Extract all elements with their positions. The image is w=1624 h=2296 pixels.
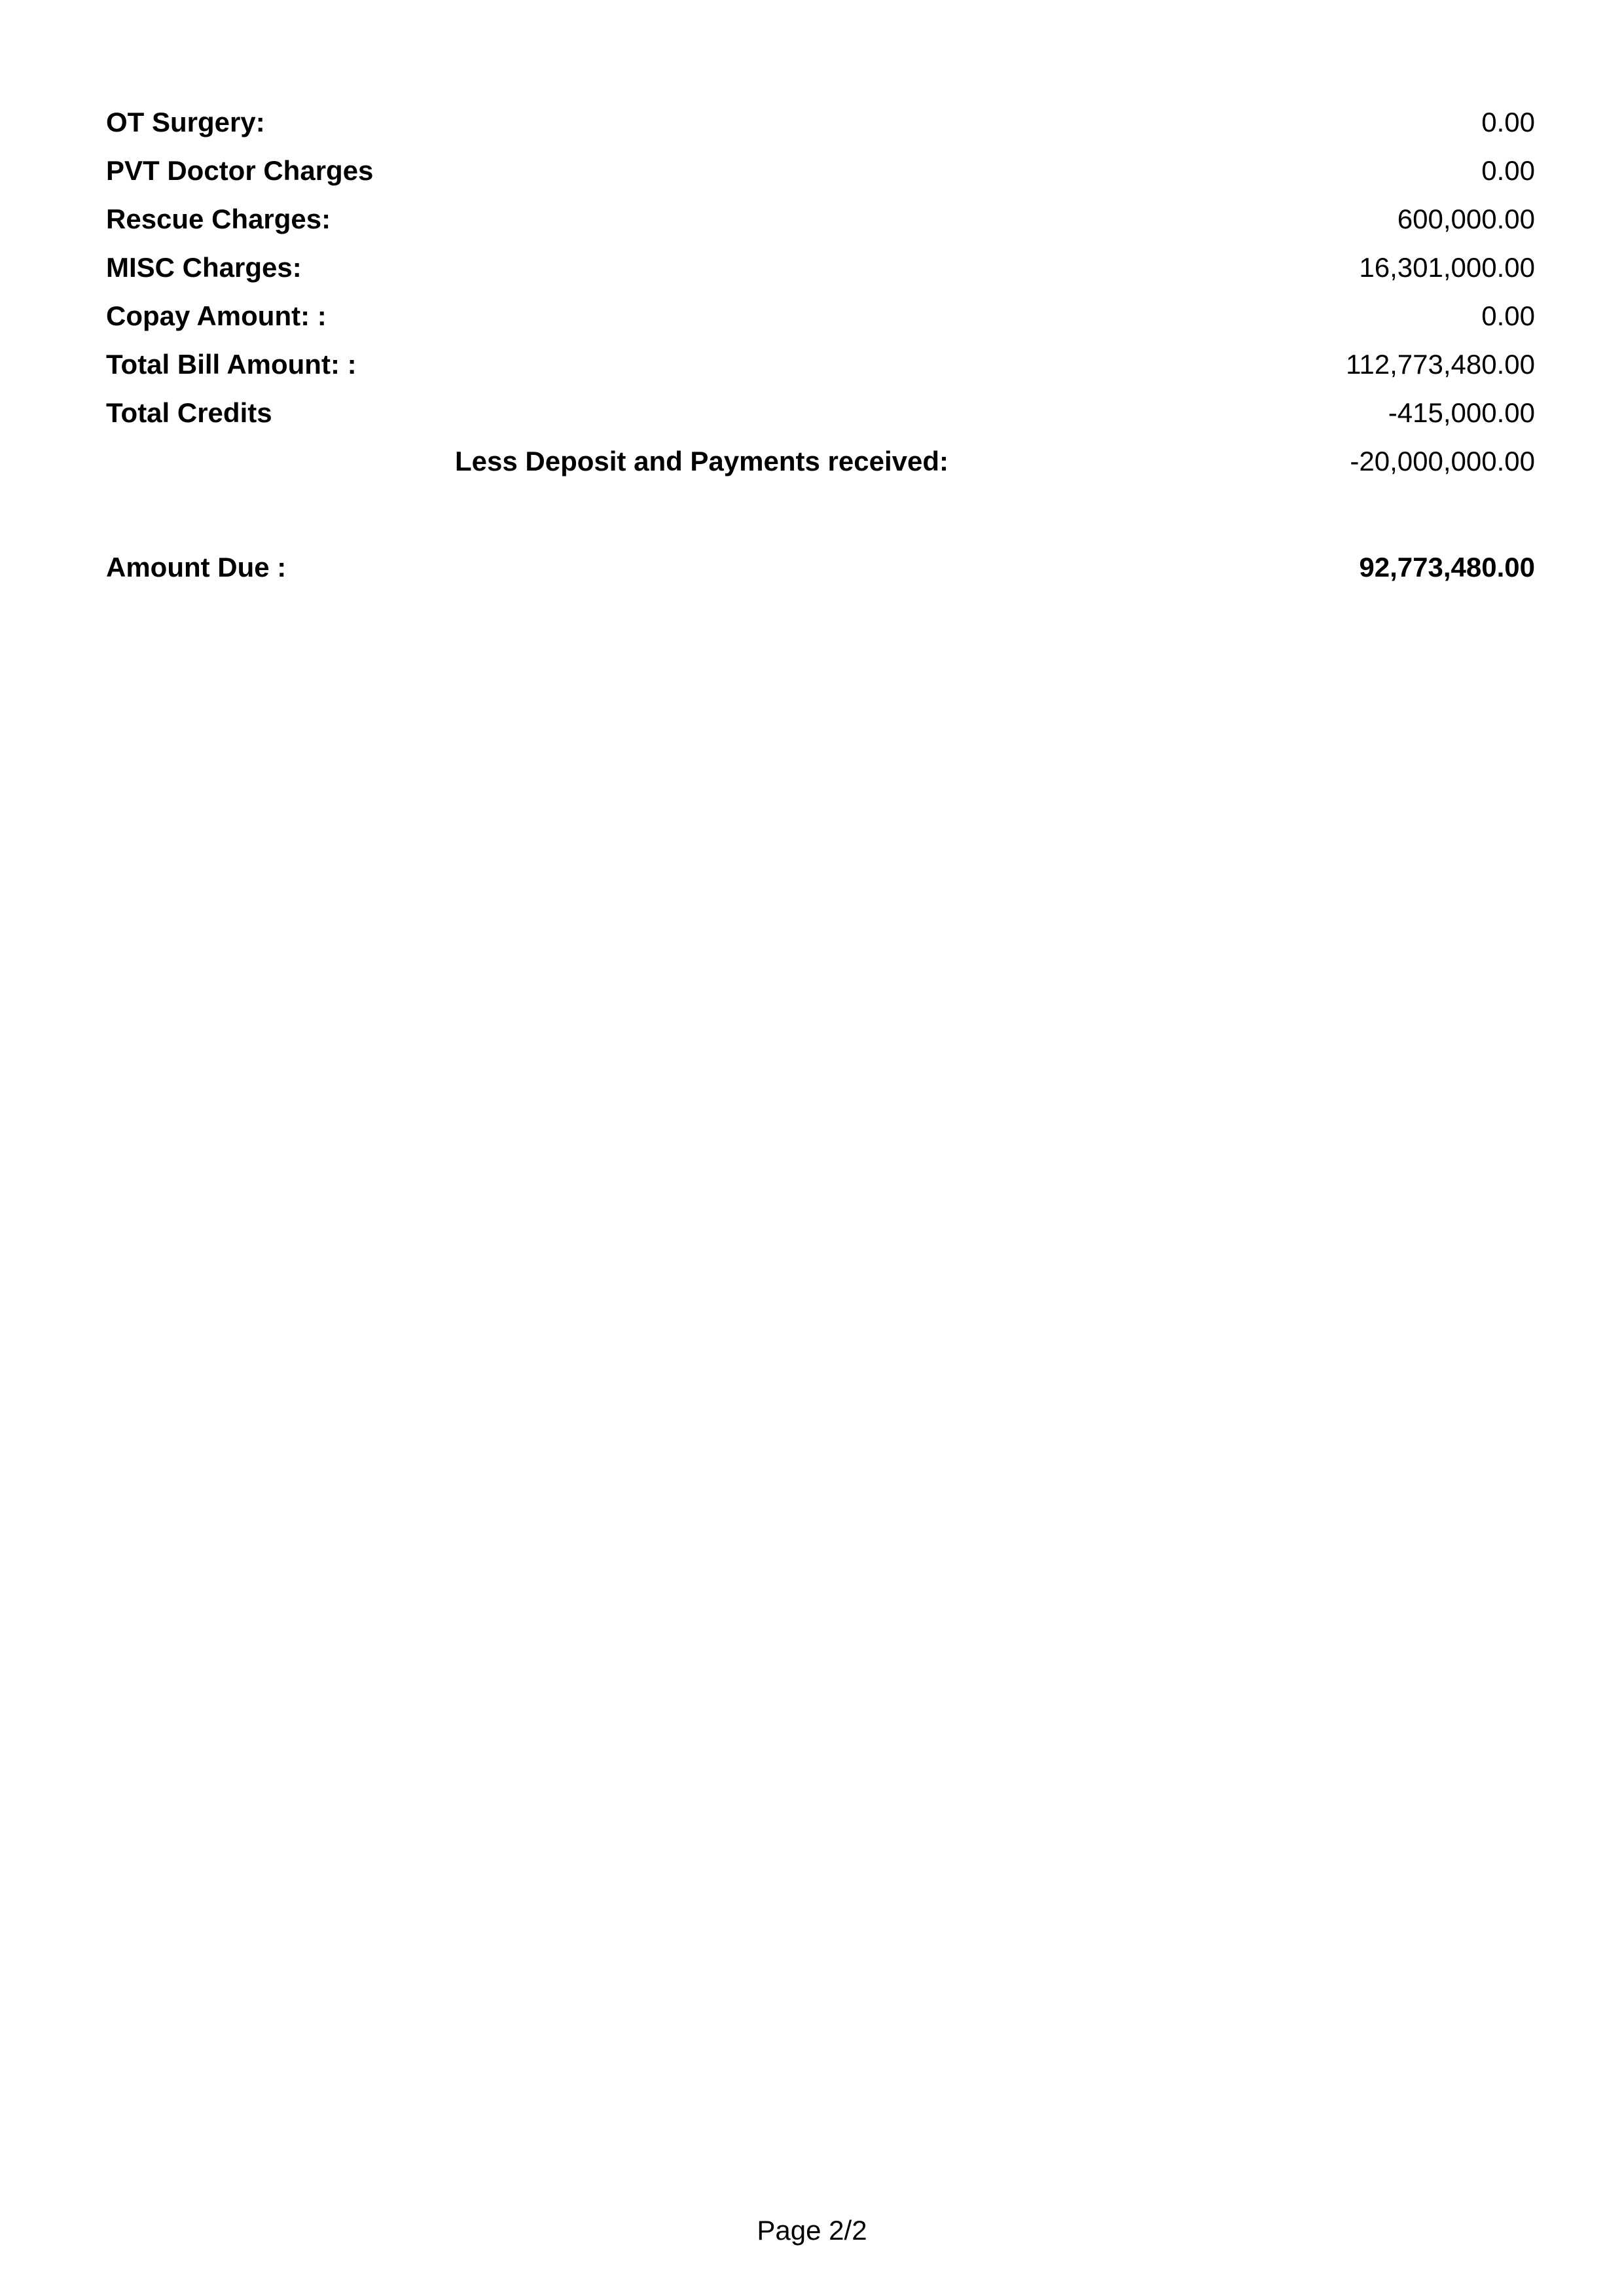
row-value: 0.00 [1481,107,1535,137]
row-value: 112,773,480.00 [1346,349,1535,380]
row-total-bill-amount [106,340,1535,389]
row-label: PVT Doctor Charges [106,155,374,186]
row-less-deposit-payments [106,437,1535,486]
row-value: -20,000,000.00 [1350,446,1535,476]
row-value: 0.00 [1481,155,1535,186]
row-label: Rescue Charges: [106,204,331,234]
row-value: 600,000.00 [1397,204,1535,234]
row-misc-charges [106,243,1535,292]
row-amount-due [106,543,1535,592]
row-label: Amount Due : [106,552,287,583]
row-value: 92,773,480.00 [1359,552,1535,583]
row-label: Less Deposit and Payments received: [455,446,948,476]
row-label: MISC Charges: [106,252,302,283]
row-label: OT Surgery: [106,107,265,137]
row-total-credits [106,389,1535,437]
row-value: 0.00 [1481,300,1535,331]
row-label: Total Bill Amount: : [106,349,357,380]
row-value: -415,000.00 [1388,397,1535,428]
row-rescue-charges [106,195,1535,243]
page-number: Page 2/2 [757,2215,867,2246]
row-label: Copay Amount: : [106,300,327,331]
row-ot-surgery [106,98,1535,147]
row-label: Total Credits [106,397,272,428]
row-value: 16,301,000.00 [1359,252,1535,283]
row-pvt-doctor-charges [106,147,1535,195]
bill-summary [0,0,1624,592]
row-copay-amount [106,292,1535,340]
